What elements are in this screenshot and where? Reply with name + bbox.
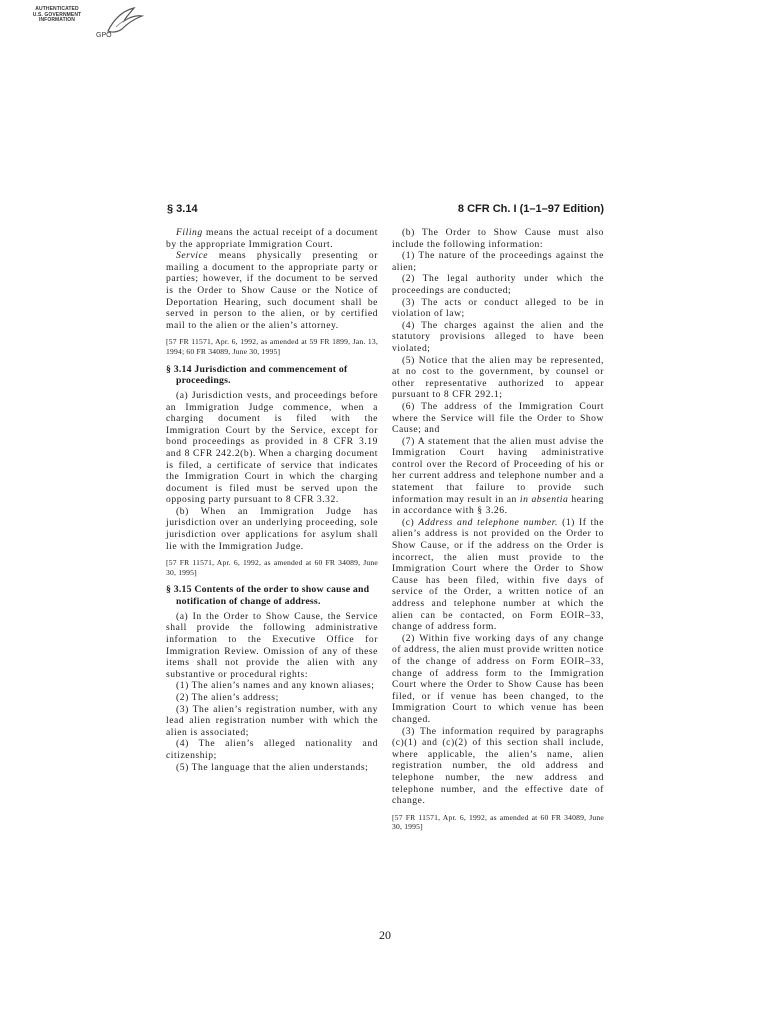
running-head bbox=[167, 203, 604, 219]
definition-text: means the actual receipt of a document by the appropriate Immigration Court. bbox=[166, 227, 378, 250]
right-column bbox=[392, 227, 604, 839]
section-heading: § 3.15 Contents of the order to show cause and notification of change of address. bbox=[166, 584, 370, 607]
source-citation: [57 FR 11571, Apr. 6, 1992, as amended at 60 FR 34089, June 30, 1995] bbox=[392, 812, 604, 832]
list-item: (2) The legal authority under which the proceedings are conducted; bbox=[392, 273, 604, 296]
stamp-line: U.S. GOVERNMENT bbox=[32, 11, 82, 18]
definition-service bbox=[166, 250, 378, 331]
section-number: § 3.14 bbox=[167, 203, 198, 215]
paragraph-label: (c) bbox=[402, 516, 419, 528]
list-item: (2) The alien’s address; bbox=[176, 692, 279, 703]
list-item: (6) The address of the Immigration Court where the Service will file the Order to Show Cause; and bbox=[392, 400, 604, 436]
term-service: Service bbox=[176, 250, 209, 262]
paragraph-heading: Address and telephone number. bbox=[418, 516, 558, 528]
list-item: (4) The charges against the alien and the statutory provisions alleged to have been violated; bbox=[392, 319, 604, 354]
paragraph: (a) Jurisdiction vests, and proceedings before an Immigration Judge commence, when a charging document is filed with the Immigration Court by the Service, except for bond proceedings as provided in 8 CFR 3.19 and 8 CFR 242.2(b). When a charging document is filed, a certificate of service that indicates the Immigration Court in which the charging document is filed must be served upon the opposing party pursuant to 8 CFR 3.32. bbox=[166, 389, 378, 506]
list-item-text: (7) A statement that the alien must advise the Immigration Court having administrative control over the Record of Proceeding of his or her current address and telephone number and a statement that failure to provide such information may result in an bbox=[392, 435, 604, 505]
edition-title: 8 CFR Ch. I (1–1–97 Edition) bbox=[457, 203, 604, 215]
source-citation: [57 FR 11571, Apr. 6, 1992, as amended at 60 FR 34089, June 30, 1995] bbox=[166, 558, 378, 577]
stamp-line: AUTHENTICATED bbox=[35, 6, 79, 12]
list-item: (3) The acts or conduct alleged to be in violation of law; bbox=[392, 296, 604, 320]
list-item: (3) The information required by paragraphs (c)(1) and (c)(2) of this section shall include, where applicable, the alien’s name, alien registration number, the old address and telephone number, the new address and telephone number, and the effective date of change. bbox=[392, 725, 604, 807]
list-item: (1) The alien’s names and any known aliases; bbox=[176, 680, 375, 692]
page-number: 20 bbox=[379, 928, 391, 942]
italic-term: in absentia bbox=[519, 493, 569, 505]
paragraph-text: (1) If the alien’s address is not provided on the Order to Show Cause, or if the address on the Order is incorrect, the alien must provide to the Immigration Court where the Order to Show Cause has been filed, within five days of service of the Order, a written notice of an address and telephone number at which the alien can be contacted, on Form EOIR–33, change of address form. bbox=[392, 516, 605, 633]
gpo-label: GPO bbox=[96, 32, 112, 39]
list-item-text: hearing in accordance with § 3.26. bbox=[392, 493, 604, 517]
gpo-authentication-stamp bbox=[26, 5, 146, 47]
section-heading: § 3.14 Jurisdiction and commencement of proceedings. bbox=[166, 363, 348, 386]
paragraph: (a) In the Order to Show Cause, the Service shall provide the following administrative information to the Executive Office for Immigration Review. Omission of any of these items shall not provide the alien with any substantive or procedural rights: bbox=[166, 610, 378, 680]
list-item: (2) Within five working days of any change of address, the alien must provide written notice of the change of address on Form EOIR–33, change of address form to the Immigration Court where the Order to Show Cause has been filed, or if venue has been changed, to the Immigration Court to which venue has been changed. bbox=[392, 632, 604, 725]
paragraph: (b) The Order to Show Cause must also include the following information: bbox=[392, 227, 604, 250]
list-item: (3) The alien’s registration number, with any lead alien registration number with which the alien is associated; bbox=[166, 703, 378, 738]
term-filing: Filing bbox=[176, 227, 203, 238]
list-item: (4) The alien’s alleged nationality and citizenship; bbox=[166, 738, 378, 761]
source-citation: [57 FR 11571, Apr. 6, 1992, as amended at 59 FR 1899, Jan. 13, 1994; 60 FR 34089, June 30, 1995] bbox=[166, 337, 378, 356]
eagle-logo-icon bbox=[104, 5, 144, 35]
paragraph: (b) When an Immigration Judge has jurisdiction over an underlying proceeding, sole jurisdiction over applications for asylum shall lie with the Immigration Judge. bbox=[166, 505, 378, 552]
stamp-text bbox=[26, 7, 88, 24]
definition-filing bbox=[166, 227, 378, 250]
paragraph bbox=[392, 517, 604, 633]
stamp-line: INFORMATION bbox=[38, 17, 75, 24]
list-item: (5) The language that the alien understands; bbox=[176, 761, 369, 773]
left-column bbox=[166, 227, 378, 773]
list-item bbox=[392, 436, 604, 517]
list-item: (1) The nature of the proceedings against the alien; bbox=[392, 250, 604, 273]
definition-text: means physically presenting or mailing a document to the appropriate party or parties; however, if the document to be served is the Order to Show Cause or the Notice of Deportation Hearing, such document shall be served in person to the alien, or by certified mail to the alien or the alien’s attorney. bbox=[166, 250, 378, 331]
list-item: (5) Notice that the alien may be represented, at no cost to the government, by counsel or other representative authorized to appear pursuant to 8 CFR 292.1; bbox=[392, 354, 604, 401]
